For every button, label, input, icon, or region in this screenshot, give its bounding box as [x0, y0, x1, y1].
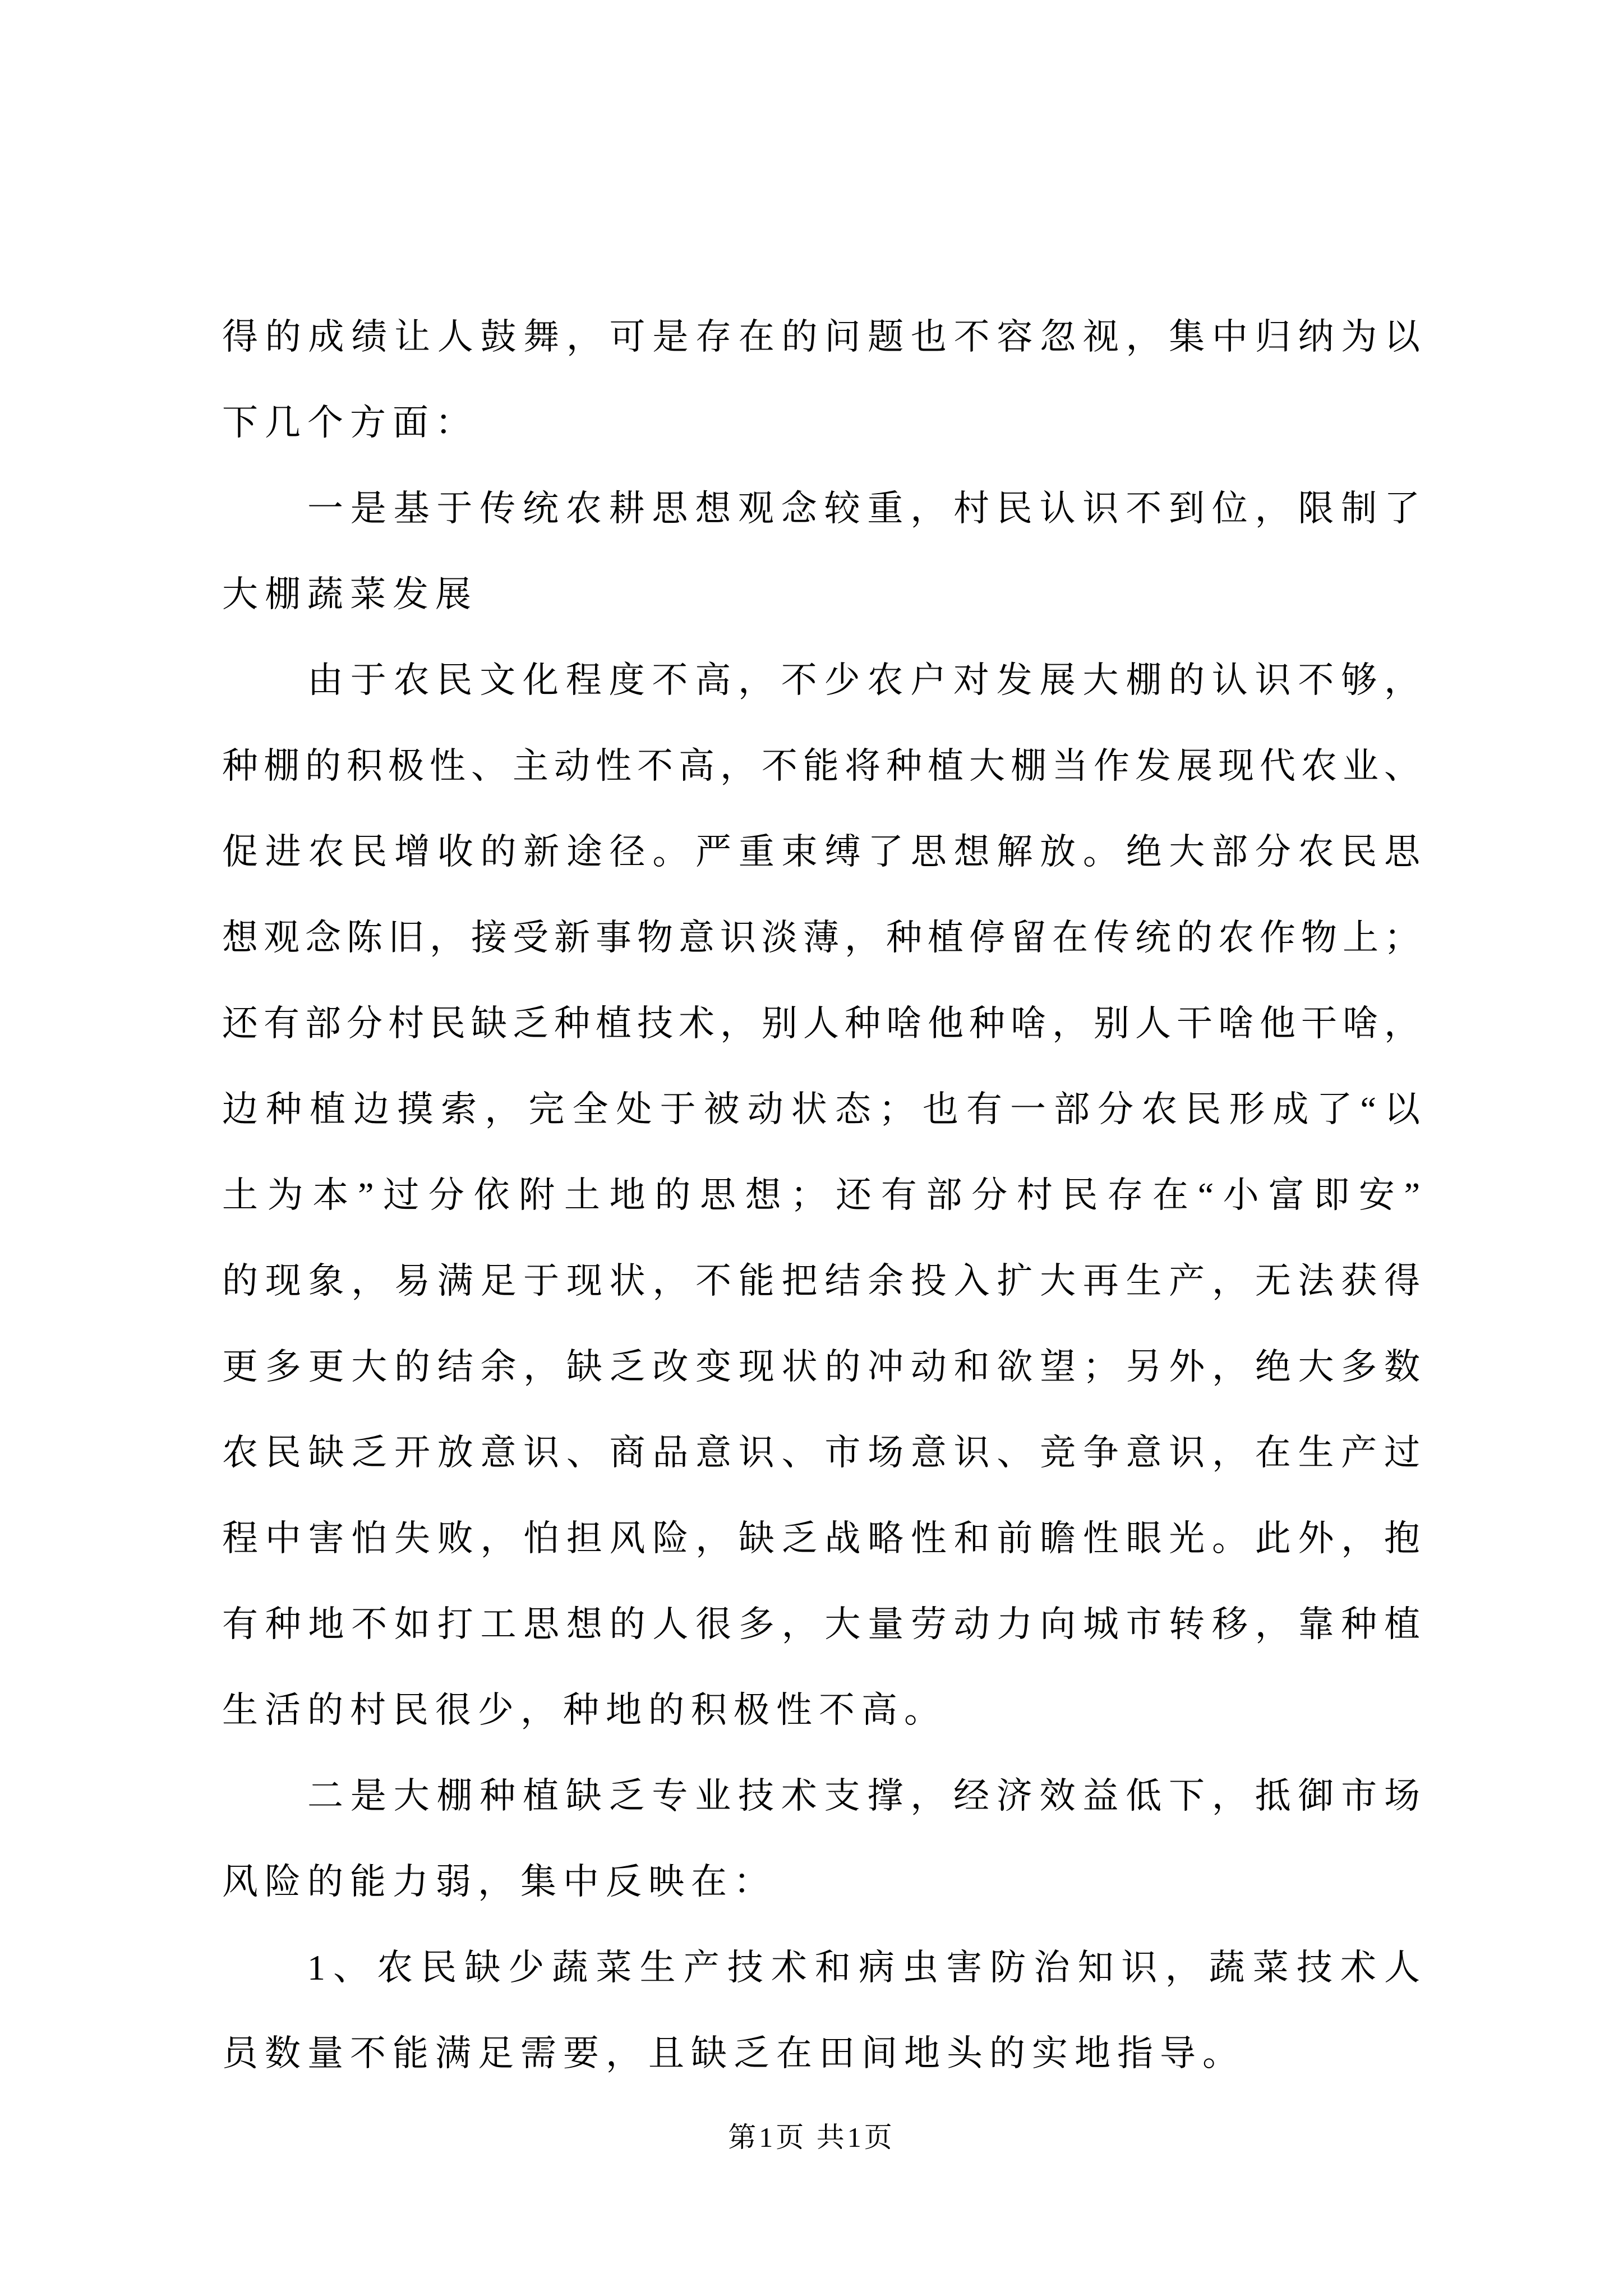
text-line: 更多更大的结余，缺乏改变现状的冲动和欲望；另外，绝大多数: [222, 1347, 1420, 1387]
document-body: [222, 294, 1420, 2096]
text-line: 大棚蔬菜发展: [222, 574, 478, 614]
text-line: 1、农民缺少蔬菜生产技术和病虫害防治知识，蔬菜技术人: [307, 1948, 1420, 1987]
text-line: 一是基于传统农耕思想观念较重，村民认识不到位，限制了: [307, 489, 1420, 528]
text-line: 促进农民增收的新途径。严重束缚了思想解放。绝大部分农民思: [222, 832, 1420, 872]
page-footer: 第1页 共1页: [728, 2122, 895, 2153]
text-line: 由于农民文化程度不高，不少农户对发展大棚的认识不够，: [307, 660, 1420, 700]
text-line: 的现象，易满足于现状，不能把结余投入扩大再生产，无法获得: [222, 1261, 1420, 1301]
text-line: 农民缺乏开放意识、商品意识、市场意识、竞争意识，在生产过: [222, 1433, 1420, 1473]
text-line: 还有部分村民缺乏种植技术，别人种啥他种啥，别人干啥他干啥，: [222, 1004, 1420, 1043]
text-line: 风险的能力弱，集中反映在：: [222, 1862, 776, 1902]
text-line: 得的成绩让人鼓舞，可是存在的问题也不容忽视，集中归纳为以: [222, 317, 1420, 357]
text-line: 边种植边摸索，完全处于被动状态；也有一部分农民形成了“以: [222, 1089, 1420, 1129]
text-line: 员数量不能满足需要，且缺乏在田间地头的实地指导。: [222, 2033, 1245, 2073]
text-line: 下几个方面：: [222, 403, 478, 443]
text-line: 土为本”过分依附土地的思想；还有部分村民存在“小富即安”: [222, 1175, 1420, 1215]
text-line: 生活的村民很少，种地的积极性不高。: [222, 1690, 947, 1730]
text-line: 想观念陈旧，接受新事物意识淡薄，种植停留在传统的农作物上；: [222, 918, 1420, 958]
text-line: 二是大棚种植缺乏专业技术支撑，经济效益低下，抵御市场: [307, 1776, 1420, 1816]
text-line: 种棚的积极性、主动性不高，不能将种植大棚当作发展现代农业、: [222, 746, 1420, 786]
text-line: 有种地不如打工思想的人很多，大量劳动力向城市转移，靠种植: [222, 1604, 1420, 1644]
text-line: 程中害怕失败，怕担风险，缺乏战略性和前瞻性眼光。此外，抱: [222, 1519, 1420, 1558]
